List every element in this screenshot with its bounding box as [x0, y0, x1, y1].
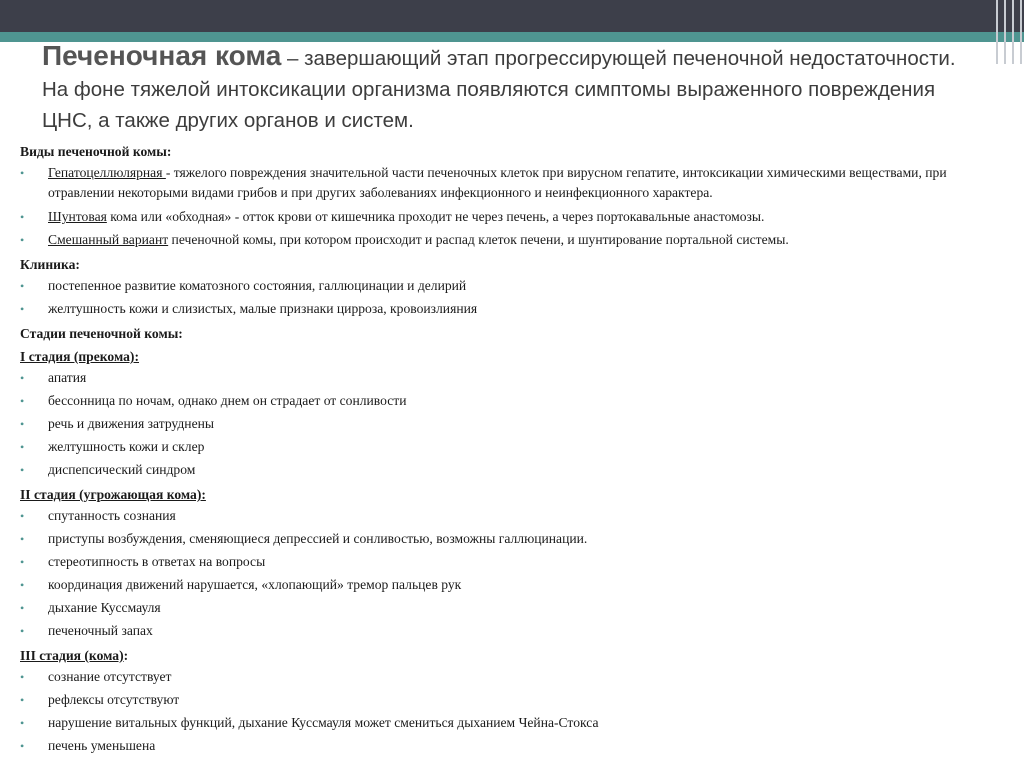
term: Смешанный вариант	[48, 232, 169, 247]
list-item	[20, 621, 1010, 641]
list-item	[20, 163, 1010, 203]
list-item	[20, 414, 1010, 434]
item-text: кома или «обходная» - отток крови от кишечника проходит не через печень, а через портокавальные анастомозы.	[106, 209, 765, 224]
bullet-icon: •	[20, 716, 25, 730]
bullet-icon: •	[20, 555, 25, 569]
item-text: рефлексы отсутствуют	[48, 692, 180, 707]
list-item	[20, 207, 1010, 227]
item-text: дыхание Куссмауля	[48, 600, 161, 615]
stage1-heading: I стадия (прекома):	[20, 349, 139, 364]
bullet-icon: •	[20, 624, 25, 638]
bullet-icon: •	[20, 601, 25, 615]
list-item	[20, 736, 1010, 756]
stage3-heading-text: III стадия (кома)	[20, 648, 124, 663]
term: Гепатоцеллюлярная	[48, 165, 166, 180]
clinic-heading: Клиника:	[20, 257, 80, 272]
list-item	[20, 391, 1010, 411]
bullet-icon: •	[20, 670, 25, 684]
bullet-icon: •	[20, 210, 25, 224]
bullet-icon: •	[20, 394, 25, 408]
term: Шунтовая	[48, 209, 107, 224]
item-text: речь и движения затруднены	[48, 416, 215, 431]
title-lead: Печеночная кома	[42, 40, 282, 71]
list-item	[20, 460, 1010, 480]
stages-heading: Стадии печеночной комы:	[20, 326, 183, 341]
list-item	[20, 552, 1010, 572]
item-text: нарушение витальных функций, дыхание Куссмауля может смениться дыханием Чейна-Стокса	[48, 715, 599, 730]
bullet-icon: •	[20, 463, 25, 477]
item-text: печень уменьшена	[48, 738, 156, 753]
title-text: – завершающий этап прогрессирующей печеночной недостаточности. На фоне тяжелой интоксикации организма появляются симптомы выраженного повреждения ЦНС, а также других органов и систем.	[42, 47, 956, 132]
item-text: сознание отсутствует	[48, 669, 172, 684]
bullet-icon: •	[20, 233, 25, 247]
item-text: координация движений нарушается, «хлопающий» тремор пальцев рук	[48, 577, 462, 592]
item-text: печеночной комы, при котором происходит и распад клеток печени, и шунтирование портальной системы.	[168, 232, 789, 247]
bullet-icon: •	[20, 739, 25, 753]
bullet-icon: •	[20, 371, 25, 385]
bullet-icon: •	[20, 578, 25, 592]
item-text: диспепсический синдром	[48, 462, 196, 477]
list-item	[20, 368, 1010, 388]
item-text: приступы возбуждения, сменяющиеся депрессией и сонливостью, возможны галлюцинации.	[48, 531, 588, 546]
item-text: постепенное развитие коматозного состояния, галлюцинации и делирий	[48, 278, 467, 293]
list-item	[20, 506, 1010, 526]
bullet-icon: •	[20, 532, 25, 546]
bullet-icon: •	[20, 302, 25, 316]
list-item	[20, 529, 1010, 549]
item-text: желтушность кожи и склер	[48, 439, 205, 454]
item-text: бессонница по ночам, однако днем он страдает от сонливости	[48, 393, 407, 408]
bullet-icon: •	[20, 279, 25, 293]
list-item	[20, 437, 1010, 457]
top-dark-band	[0, 0, 1024, 32]
bullet-icon: •	[20, 693, 25, 707]
bullet-icon: •	[20, 417, 25, 431]
bullet-icon: •	[20, 166, 25, 180]
stage3-heading-suffix: :	[123, 648, 129, 663]
stage3-heading	[20, 644, 1010, 667]
item-text: - тяжелого повреждения значительной части печеночных клеток при вирусном гепатите, интоксикации химическими веществами, при отравлении некоторыми видами грибов и при других заболеваниях инфекционного и неинфекционного характера.	[48, 165, 947, 200]
list-item	[20, 713, 1010, 733]
list-item	[20, 276, 1010, 296]
slide-title	[42, 40, 982, 136]
list-item	[20, 299, 1010, 319]
slide-body	[20, 140, 1010, 759]
decorative-lines	[990, 0, 1024, 64]
bullet-icon: •	[20, 440, 25, 454]
item-text: спутанность сознания	[48, 508, 176, 523]
types-heading: Виды печеночной комы:	[20, 144, 172, 159]
stage2-heading: II стадия (угрожающая кома):	[20, 487, 206, 502]
item-text: стереотипность в ответах на вопросы	[48, 554, 266, 569]
list-item	[20, 690, 1010, 710]
list-item	[20, 667, 1010, 687]
item-text: апатия	[48, 370, 87, 385]
list-item	[20, 230, 1010, 250]
bullet-icon: •	[20, 509, 25, 523]
list-item	[20, 598, 1010, 618]
item-text: желтушность кожи и слизистых, малые признаки цирроза, кровоизлияния	[48, 301, 478, 316]
list-item	[20, 575, 1010, 595]
item-text: печеночный запах	[48, 623, 153, 638]
